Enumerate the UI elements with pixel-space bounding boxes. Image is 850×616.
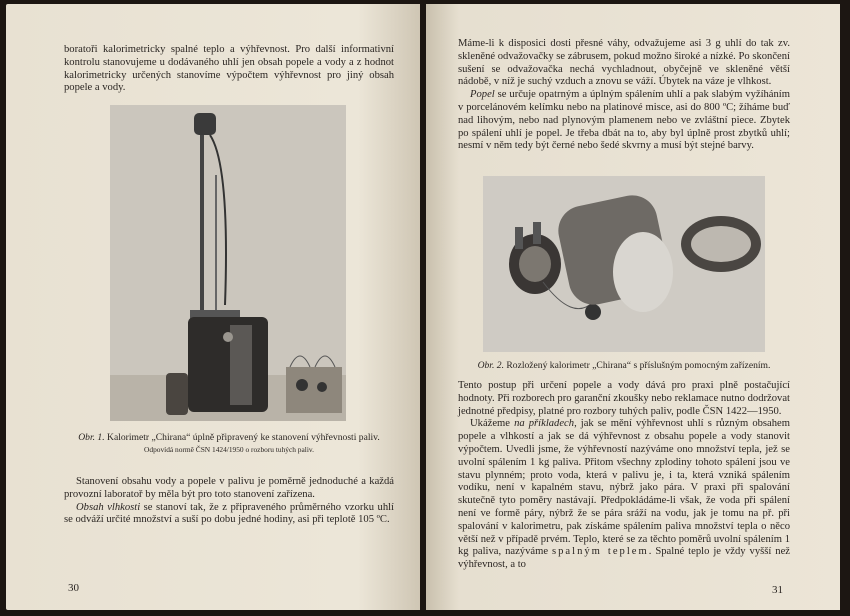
paragraph-text: . Spalné teplo je vždy vyšší než výhřevnost, a to (458, 546, 791, 571)
disassembled-calorimeter-image (483, 176, 765, 352)
left-page (6, 4, 420, 610)
paragraph-text: Stanovení obsahu vody a popele v palivu je poměrně jednoduché a každá provozní laboratoř by měla být pro toto stanovení zařízena. (64, 476, 394, 500)
left-paragraph-1 (64, 44, 394, 95)
paragraph-text (458, 89, 790, 153)
emphasis: Popel (470, 89, 495, 101)
figure-1-photo (110, 105, 346, 421)
paragraph-text: Ukážeme (470, 418, 515, 430)
emphasis: na příkladech (514, 418, 575, 430)
figure-caption-text: Rozložený kalorimetr „Chirana“ s příslušným pomocným zařízením. (506, 360, 771, 371)
spaced-term: spalným teplem (552, 546, 649, 558)
page-number: 31 (772, 584, 783, 596)
figure-label: Obr. 2. (477, 360, 504, 371)
figure-2-caption (458, 360, 790, 372)
paragraph-text: Tento postup při určení popele a vody dává pro praxi plně postačující hodnoty. Při rozborech pro garanční zkoušky nebo reklamace nutno dodržovat jednotné předpisy, platné pro rozbory tuhých paliv, podle ČSN 1422—1950. (458, 380, 790, 417)
paragraph-text: se určuje opatrným a úplným spálením uhlí a pak slabým vyžíháním v porcelánovém kelímku nebo na platinové misce, asi do 800 ºC; žíháme buď nad lihovým, nebo nad plynovým plamenem nebo ve zvláštní piece. Zbytek po spálení uhlí je popel. Je třeba dbát na to, aby byl úplně prost zbytků uhlí; nesmí v něm tedy být černé nebo šedé skvrny a musí být stejné barvy. (458, 89, 790, 152)
paragraph-text: Máme-li k disposici dosti přesné váhy, odvažujeme asi 3 g uhlí do tak zv. skleněné odvažovačky se zábrusem, pokud možno široké a nízké. Po skončení sušení se odvažovačka nechá vychladnout, obyčejně ve skleněné větší nádobě, v níž je suchý vzduch a znovu se váží. Úbytek na váze je vlhkost. (458, 38, 790, 88)
page-number: 30 (68, 582, 79, 594)
paragraph-text: se stanoví tak, že z připraveného průměrného vzorku uhlí se odváží určité množství a suší po dobu jedné hodiny, asi při teplotě 105 ºC. (64, 501, 395, 526)
figure-1-caption (64, 432, 394, 456)
figure-2-photo (483, 176, 765, 352)
paragraph-text (64, 502, 394, 528)
right-bottom-body (458, 380, 790, 572)
figure-note: Odpovídá normě ČSN 1424/1950 o rozboru tuhých paliv. (144, 445, 314, 454)
figure-caption-text: Kalorimetr „Chirana“ úplně připravený ke stanovení výhřevnosti paliv. (107, 432, 380, 443)
left-body (64, 476, 394, 527)
figure-label: Obr. 1. (78, 432, 105, 443)
emphasis: Obsah vlhkosti (76, 501, 141, 513)
right-top-body (458, 38, 790, 153)
paragraph-text (458, 418, 790, 572)
calorimeter-image (110, 105, 346, 421)
paragraph-text: , jak se mění výhřevnost uhlí s různým obsahem popele a vlhkostí a jak se dá výhřevnost z obsahu popele a vody stanovit výpočtem. Uvedli jsme, že výhřevností nazýváme ono množství tepla, jež se uvolní spálením 1 kg paliva. Přitom všechny zplodiny tohoto spálení jsou ve stavu plynném; proto voda, která v palivu je, i ta, která vzniká spálením vodíku, není v kapalném stavu, nýbrž jako pára. V praxi při spalování skutečně tyto poměry nastávají. Předpokládáme-li však, že voda při spálení není ve formě páry, nýbrž že se pára sráží na vodu, jak je tomu na př. při spalování v kalorimetru, pak získáme spálením paliva množství tepla o něco větší než v případě prvém. Teplo, které se za těchto poměrů uvolní spálením 1 kg paliva, nazýváme (458, 418, 790, 558)
right-page (426, 4, 840, 610)
paragraph-text: boratoři kalorimetricky spalné teplo a výhřevnost. Pro další informativní kontrolu stanovujeme u dodávaného uhlí jen obsah popele a vody a z hodnot kalorimetricky určených stanovíme výpočtem výhřevnost pro jiný obsah popele a vody. (64, 44, 394, 94)
